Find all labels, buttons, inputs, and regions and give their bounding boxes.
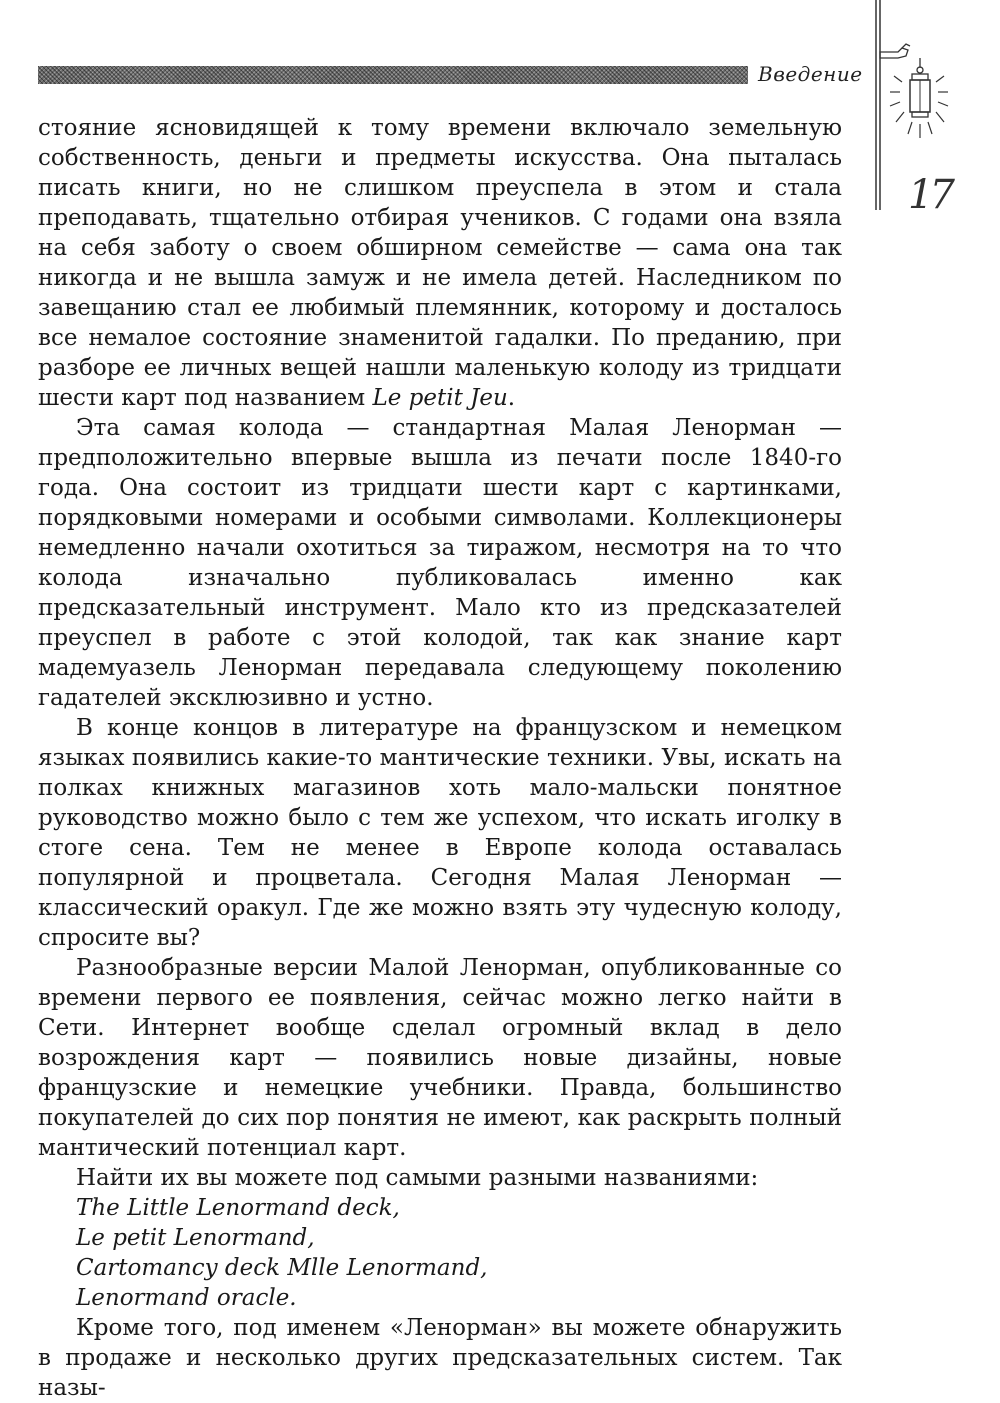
deck-title: Le petit Jeu	[372, 385, 508, 411]
paragraph: Разнообразные версии Малой Ленорман, опубликованные со времени первого ее появления, сейчас можно легко найти в Сети. Интернет вообще сделал огромный вклад в дело возрождения карт — появились новые дизайны, новые французские и немецкие учебники. Правда, большинство покупателей до сих пор понятия не имеют, как раскрыть полный мантический потенциал карт.	[38, 955, 842, 1161]
page-number: 17	[908, 172, 951, 218]
paragraph-end: .	[507, 385, 516, 411]
paragraph: Эта самая колода — стандартная Малая Ленорман — предположительно впервые вышла из печати после 1840-го года. Она состоит из тридцати шести карт с картинками, порядковыми номерами и особыми символами. Коллекционеры немедленно начали охотиться за тиражом, несмотря на то что колода изначально публиковалась именно как предсказательный инструмент. Мало кто из предсказателей преуспел в работе с этой колодой, так как знание карт мадемуазель Ленорман передавала следующему поколению гадателей эксклюзивно и устно.	[38, 415, 842, 711]
deck-name-item: Lenormand oracle.	[76, 1285, 297, 1311]
paragraph: В конце концов в литературе на французском и немецком языках появились какие-то мантические техники. Увы, искать на полках книжных магазинов хоть мало-мальски понятное руководство можно было с тем же успехом, что искать иголку в стоге сена. Тем не менее в Европе колода оставалась популярной и процветала. Сегодня Малая Ленорман — классический оракул. Где же можно взять эту чудесную колоду, спросите вы?	[38, 715, 842, 951]
deck-name-item: Cartomancy deck Mlle Lenormand,	[76, 1255, 488, 1281]
header-decorative-bar	[38, 66, 748, 84]
deck-name-item: Le petit Lenormand,	[76, 1225, 315, 1251]
deck-name-item: The Little Lenormand deck,	[76, 1195, 400, 1221]
body-text	[38, 113, 842, 1403]
paragraph	[38, 113, 842, 413]
section-title: Введение	[758, 62, 863, 86]
paragraph: Кроме того, под именем «Ленорман» вы можете обнаружить в продаже и несколько других предсказательных систем. Так назы-	[38, 1315, 842, 1401]
paragraph-text: стояние ясновидящей к тому времени включало земельную собственность, деньги и предметы искусства. Она пыталась писать книги, но не слишком преуспела в этом и стала преподавать, тщательно отбирая учеников. С годами она взяла на себя заботу о своем обширном семействе — сама она так никогда и не вышла замуж и не имела детей. Наследником по завещанию стал ее любимый племянник, которому и досталось все немалое состояние знаменитой гадалки. По преданию, при разборе ее личных вещей нашли маленькую колоду из тридцати шести карт под названием	[38, 115, 842, 411]
paragraph: Найти их вы можете под самыми разными названиями:	[76, 1165, 759, 1191]
